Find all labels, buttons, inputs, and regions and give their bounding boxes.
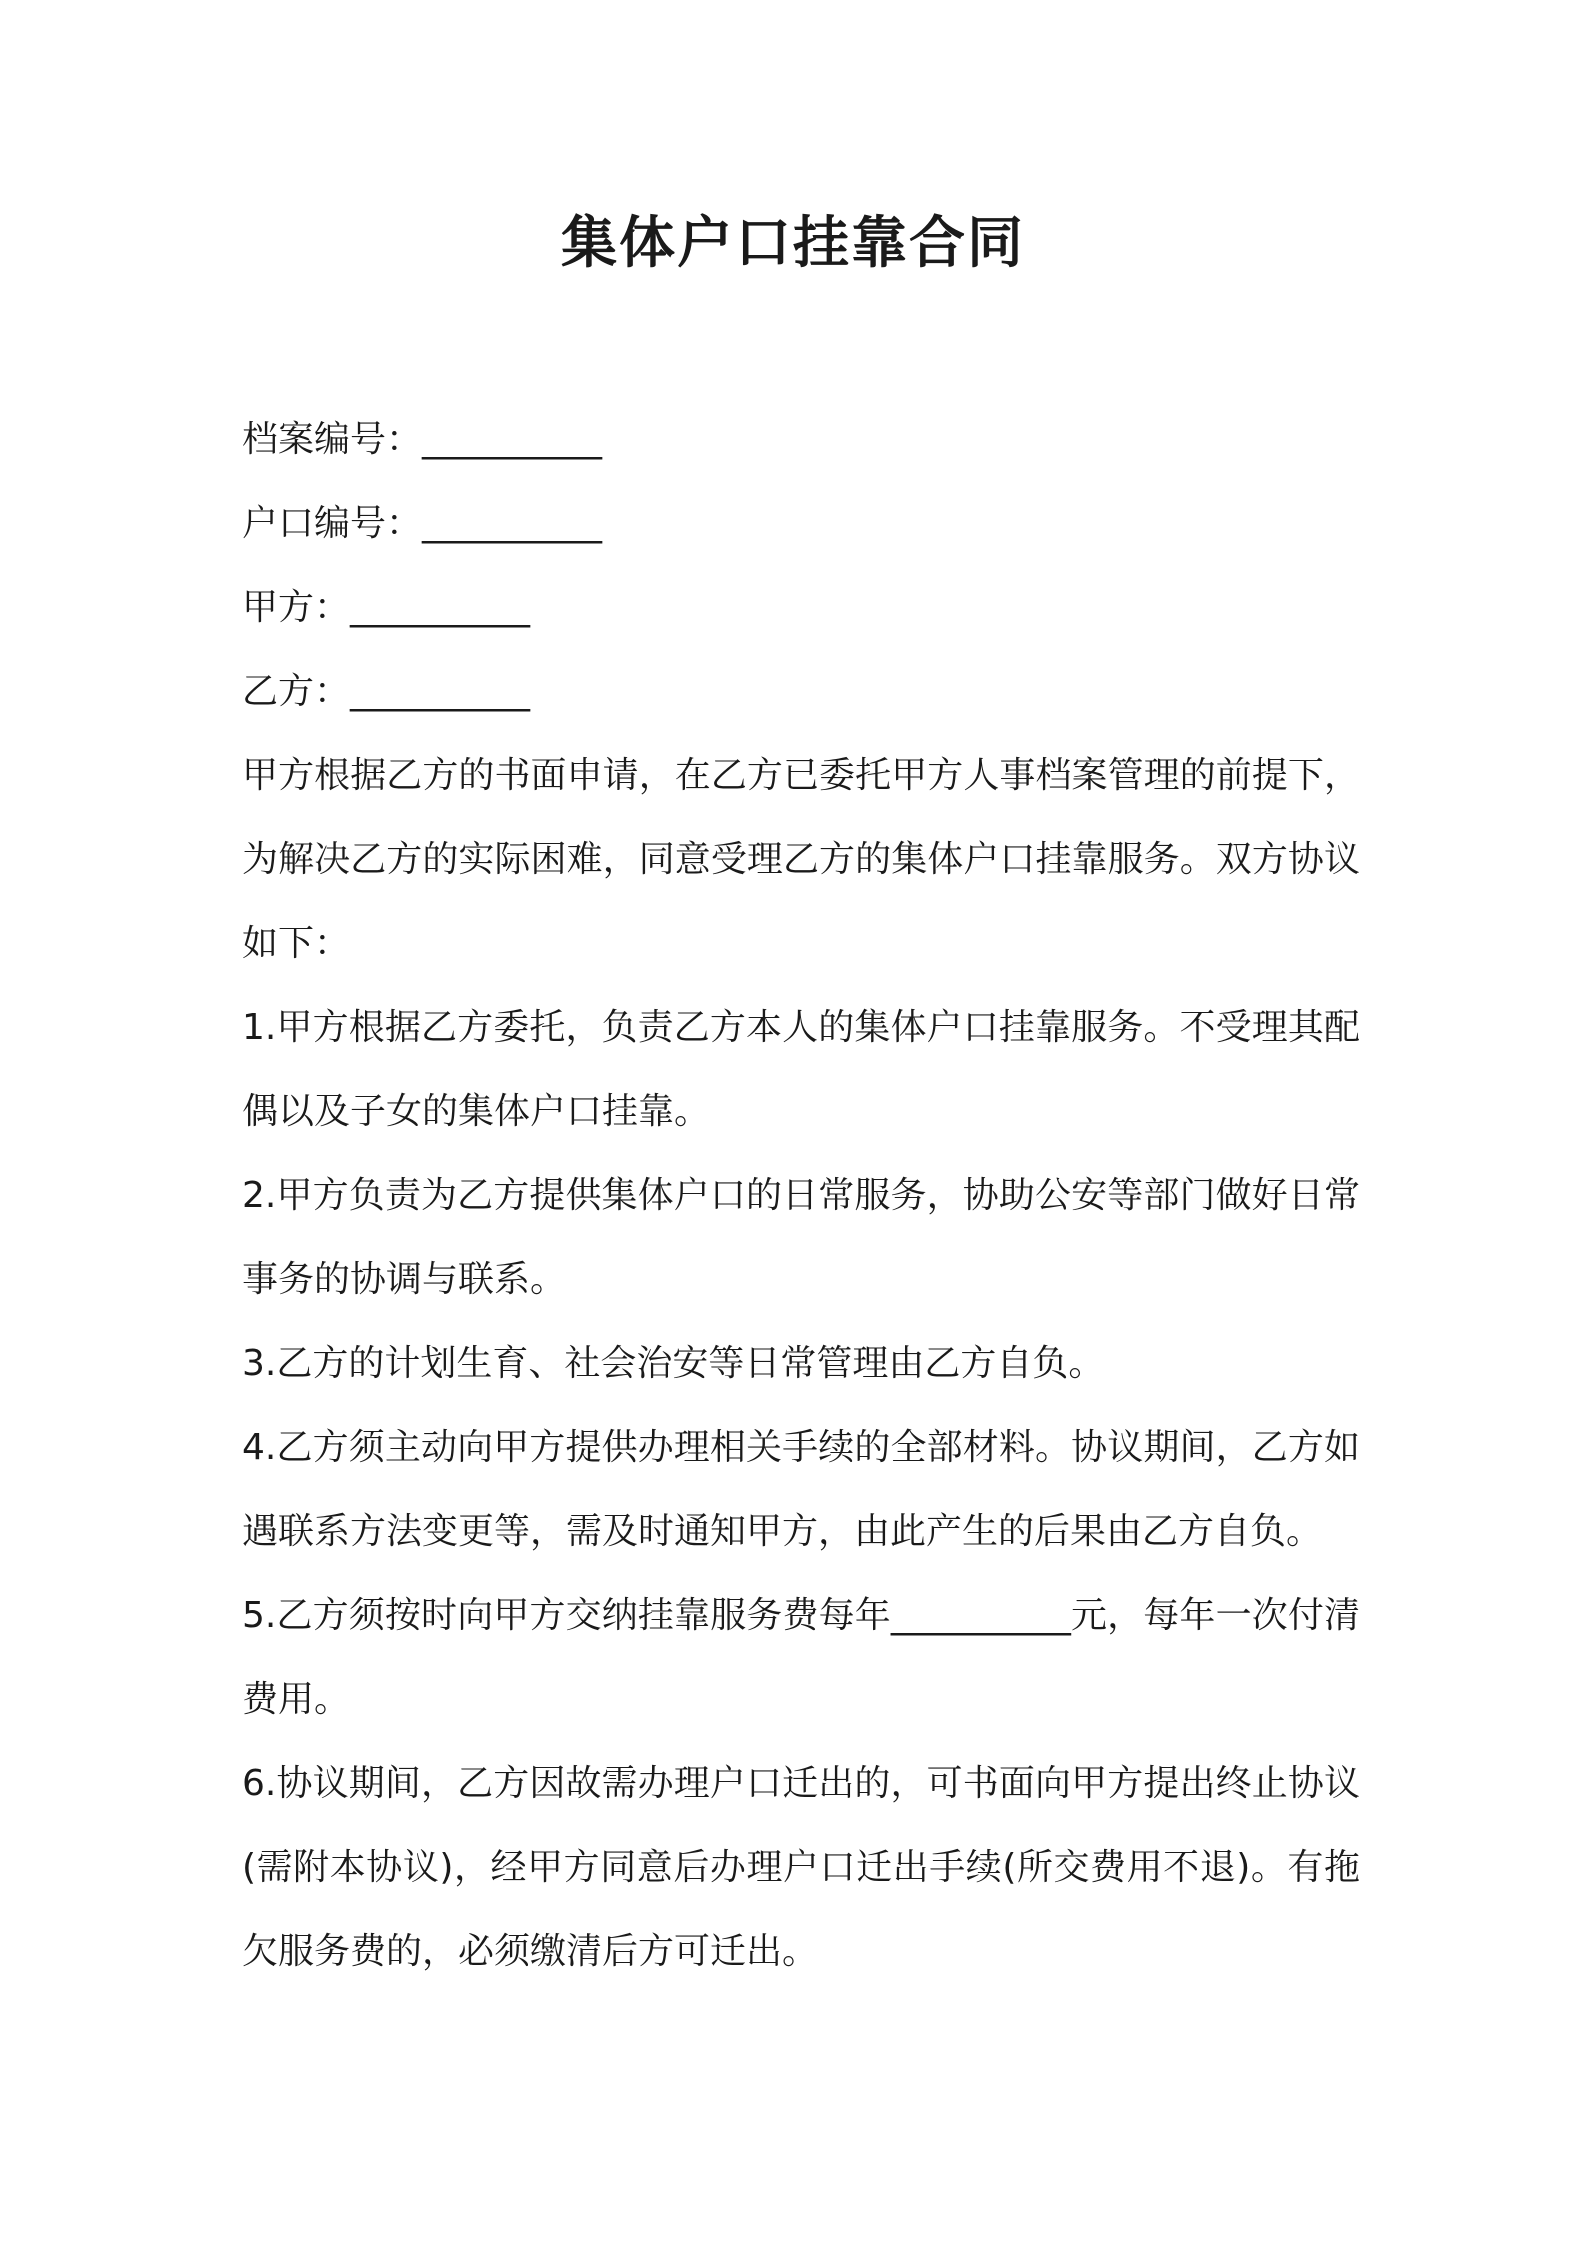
clause-6: 6.协议期间，乙方因故需办理户口迁出的，可书面向甲方提出终止协议(需附本协议)，经甲方同意后办理户口迁出手续(所交费用不退)。有拖欠服务费的，必须缴清后方可迁出。 [242, 1763, 1360, 1972]
file-number-field: 档案编号：__________ [242, 419, 603, 460]
clause-4: 4.乙方须主动向甲方提供办理相关手续的全部材料。协议期间，乙方如遇联系方法变更等，需及时通知甲方，由此产生的后果由乙方自负。 [242, 1427, 1360, 1552]
clause-5: 5.乙方须按时向甲方交纳挂靠服务费每年__________元，每年一次付清费用。 [242, 1595, 1360, 1720]
party-a-field: 甲方：__________ [242, 587, 531, 628]
document-body [242, 398, 1360, 1994]
household-number-field: 户口编号：__________ [242, 503, 603, 544]
clause-3: 3.乙方的计划生育、社会治安等日常管理由乙方自负。 [242, 1343, 1105, 1384]
clause-2: 2.甲方负责为乙方提供集体户口的日常服务，协助公安等部门做好日常事务的协调与联系。 [242, 1175, 1360, 1300]
preamble-paragraph: 甲方根据乙方的书面申请，在乙方已委托甲方人事档案管理的前提下，为解决乙方的实际困难，同意受理乙方的集体户口挂靠服务。双方协议如下： [242, 755, 1360, 964]
party-b-field: 乙方：__________ [242, 671, 531, 712]
document-title: 集体户口挂靠合同 [561, 211, 1025, 276]
clause-1: 1.甲方根据乙方委托，负责乙方本人的集体户口挂靠服务。不受理其配偶以及子女的集体户口挂靠。 [242, 1007, 1360, 1132]
